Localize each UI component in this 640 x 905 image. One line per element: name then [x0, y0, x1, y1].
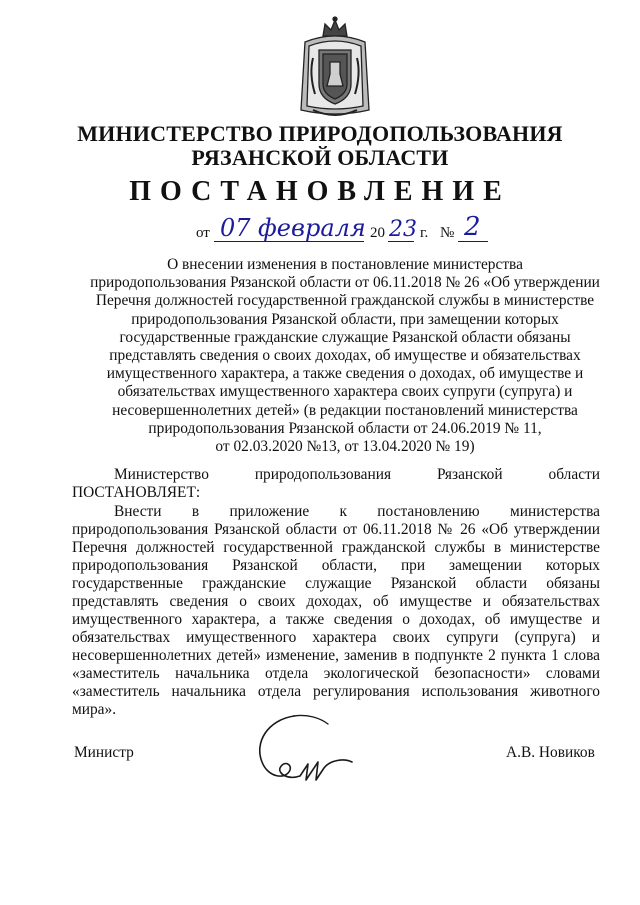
- body-line: несовершеннолетних детей» изменение, заменив в подпункте 2 пункта 1 слова: [72, 647, 600, 664]
- subject-line: имущественного характера, а также сведения о доходах, об имуществе и: [106, 365, 584, 383]
- subject-line: О внесении изменения в постановление министерства: [167, 256, 523, 273]
- body-line: мира».: [72, 701, 117, 718]
- body-line: обязательствах имущественного характера своих супруги (супруга) и: [72, 629, 600, 646]
- date-from-label: от: [196, 225, 210, 241]
- body-line: природопользования Рязанской области, при замещении которых: [72, 557, 600, 574]
- body-line: природопользования Рязанской области от 06.11.2018 № 26 «Об утверждении: [72, 521, 600, 538]
- date-year-prefix: 20: [370, 225, 385, 241]
- signatory-name: А.В. Новиков: [506, 744, 595, 761]
- body-line: Внести в приложение к постановлению министерства: [114, 503, 600, 520]
- date-month-handwritten: февраля: [258, 214, 366, 242]
- body-line: имущественного характера, а также сведения о доходах, об имуществе и: [72, 611, 600, 628]
- date-day-handwritten: 07: [220, 214, 251, 242]
- document-subject: [72, 256, 618, 456]
- document-type-title: ПОСТАНОВЛЕНИЕ: [129, 176, 511, 207]
- subject-line: представлять сведения о своих доходах, об имуществе и обязательствах: [109, 347, 581, 365]
- subject-line: природопользования Рязанской области от 24.06.2019 № 11,: [148, 419, 542, 437]
- preamble-decree-word: ПОСТАНОВЛЯЕТ:: [72, 484, 201, 501]
- subject-line: от 02.03.2020 №13, от 13.04.2020 № 19): [215, 438, 475, 456]
- subject-line: государственные гражданские служащие Рязанской области обязаны: [119, 328, 571, 346]
- body-line: «заместитель начальника отдела регулирования использования животного: [72, 683, 600, 700]
- subject-line: несовершеннолетних детей» (в редакции постановлений министерства: [112, 401, 578, 419]
- preamble-line: Министерство природопользования Рязанской области: [114, 466, 600, 483]
- number-label: №: [440, 225, 455, 241]
- subject-line: природопользования Рязанской области, при замещении которых: [131, 310, 559, 328]
- ministry-name-line2: РЯЗАНСКОЙ ОБЛАСТИ: [191, 145, 449, 170]
- signatory-role: Министр: [74, 744, 134, 761]
- subject-line: природопользования Рязанской области от 06.11.2018 № 26 «Об утверждении: [90, 274, 600, 292]
- body-line: представлять сведения о своих доходах, об имуществе и обязательствах: [72, 593, 600, 610]
- year-label: г.: [420, 225, 429, 241]
- ministry-name-line1: МИНИСТЕРСТВО ПРИРОДОПОЛЬЗОВАНИЯ: [77, 121, 563, 146]
- body-line: Перечня должностей государственной гражданской службы в министерстве: [72, 539, 600, 556]
- handwritten-signature-icon: [248, 708, 358, 798]
- coat-of-arms-icon: [295, 14, 375, 120]
- document-number-handwritten: 2: [464, 212, 481, 242]
- subject-line: обязательствах имущественного характера своих супруги (супруга) и: [117, 383, 573, 401]
- body-line: государственные гражданские служащие Рязанской области обязаны: [72, 575, 600, 592]
- body-line: «заместитель начальника отдела экологической безопасности» словами: [72, 665, 600, 682]
- date-year-handwritten: 23: [389, 217, 417, 242]
- subject-line: Перечня должностей государственной гражданской службы в министерстве: [95, 292, 595, 310]
- date-number-line: [196, 212, 526, 246]
